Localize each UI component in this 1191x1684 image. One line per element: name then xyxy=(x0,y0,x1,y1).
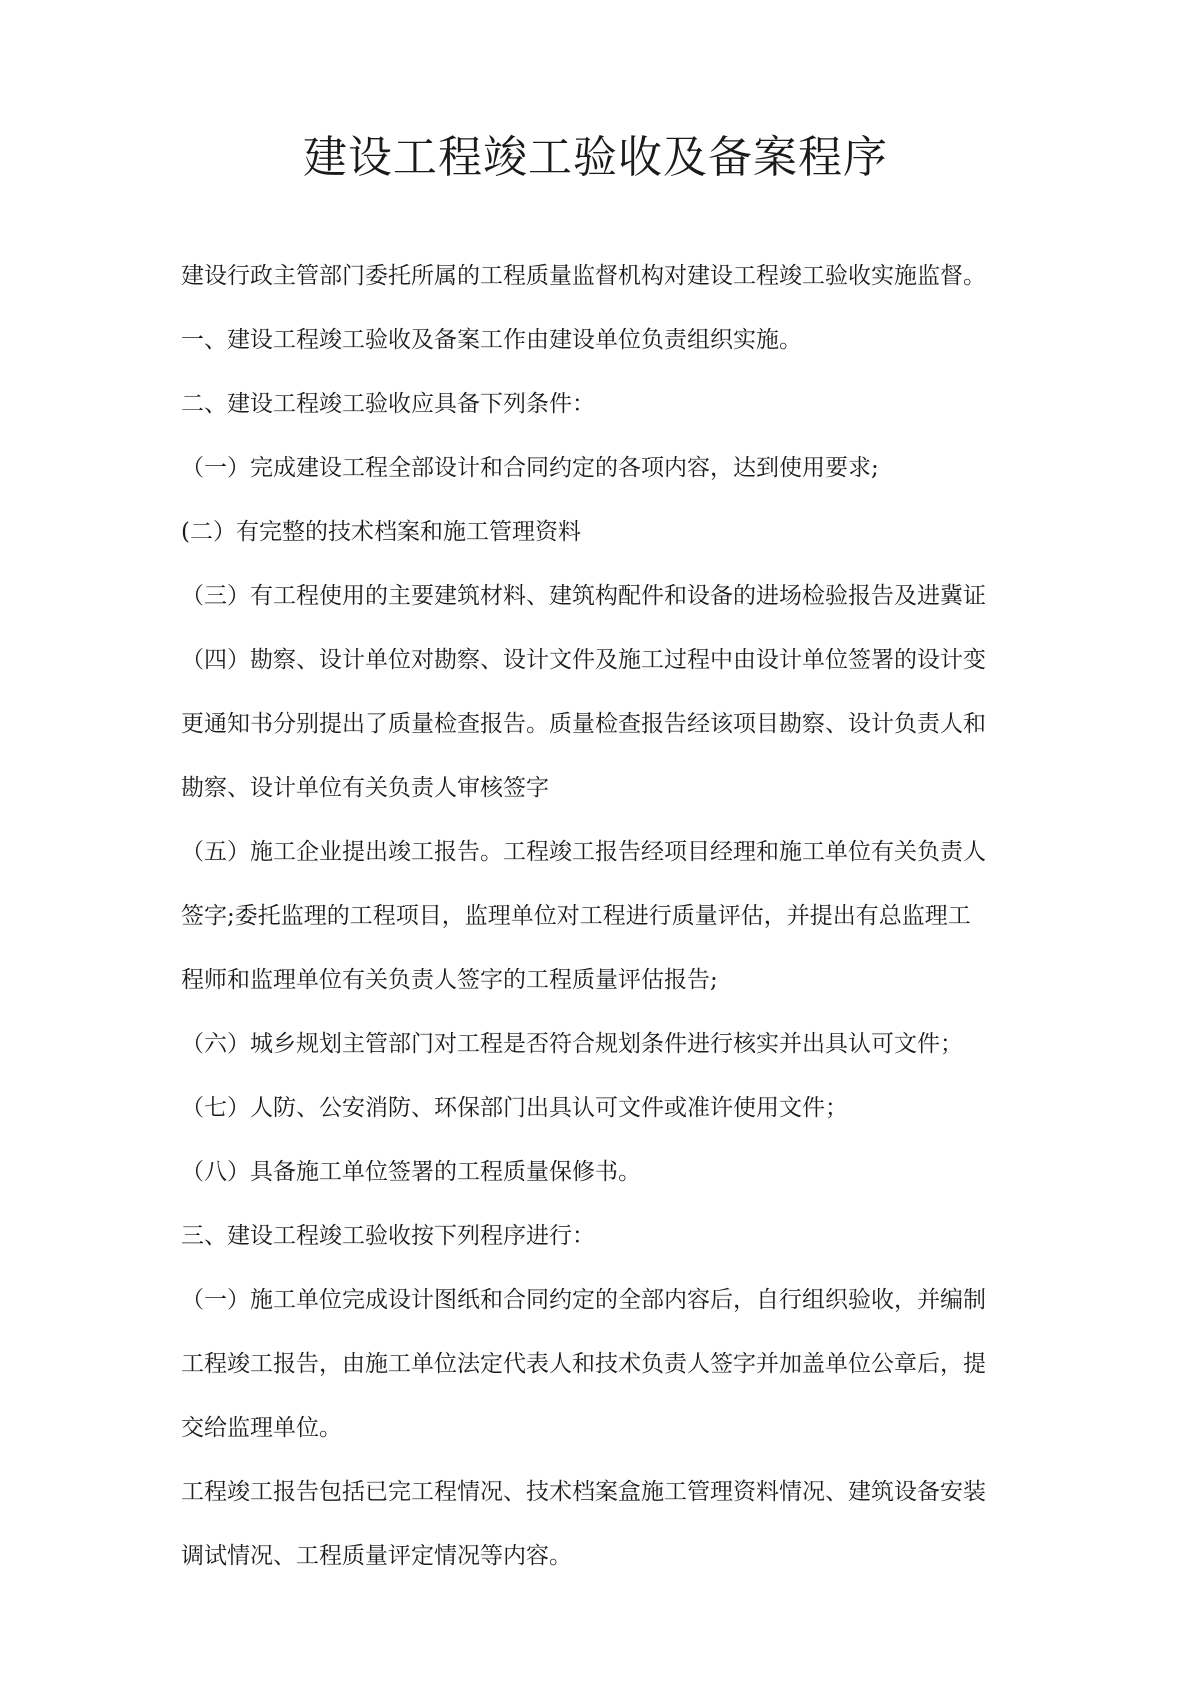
body-line: (二）有完整的技术档案和施工管理资料 xyxy=(181,519,581,545)
body-line: 程师和监理单位有关负责人签字的工程质量评估报告; xyxy=(181,967,718,993)
body-line: 更通知书分别提出了质量检查报告。质量检查报告经该项目勘察、设计负责人和 xyxy=(181,711,986,737)
body-line: （七）人防、公安消防、环保部门出具认可文件或准许使用文件； xyxy=(181,1095,848,1121)
body-line: 调试情况、工程质量评定情况等内容。 xyxy=(181,1543,572,1569)
body-line: 勘察、设计单位有关负责人审核签字 xyxy=(181,775,549,801)
body-line: （一）施工单位完成设计图纸和合同约定的全部内容后，自行组织验收，并编制 xyxy=(181,1287,986,1313)
body-line: 交给监理单位。 xyxy=(181,1415,342,1441)
body-line: （四）勘察、设计单位对勘察、设计文件及施工过程中由设计单位签署的设计变 xyxy=(181,647,986,673)
body-line: 工程竣工报告，由施工单位法定代表人和技术负责人签字并加盖单位公章后，提 xyxy=(181,1351,986,1377)
body-line: 一、建设工程竣工验收及备案工作由建设单位负责组织实施。 xyxy=(181,327,802,353)
body-line: （八）具备施工单位签署的工程质量保修书。 xyxy=(181,1159,641,1185)
body-line: （一）完成建设工程全部设计和合同约定的各项内容，达到使用要求; xyxy=(181,455,879,481)
document-body xyxy=(181,244,1021,1588)
body-line: （三）有工程使用的主要建筑材料、建筑构配件和设备的进场检验报告及进冀证 xyxy=(181,583,986,609)
body-line: （五）施工企业提出竣工报告。工程竣工报告经项目经理和施工单位有关负责人 xyxy=(181,839,986,865)
body-line: 工程竣工报告包括已完工程情况、技术档案盒施工管理资料情况、建筑设备安装 xyxy=(181,1479,986,1505)
body-line: 建设行政主管部门委托所属的工程质量监督机构对建设工程竣工验收实施监督。 xyxy=(181,263,986,289)
body-line: 二、建设工程竣工验收应具备下列条件： xyxy=(181,391,595,417)
body-line: （六）城乡规划主管部门对工程是否符合规划条件进行核实并出具认可文件； xyxy=(181,1031,963,1057)
document-title: 建设工程竣工验收及备案程序 xyxy=(303,132,888,183)
body-line: 三、建设工程竣工验收按下列程序进行： xyxy=(181,1223,595,1249)
body-line: 签字;委托监理的工程项目，监理单位对工程进行质量评估，并提出有总监理工 xyxy=(181,903,971,929)
